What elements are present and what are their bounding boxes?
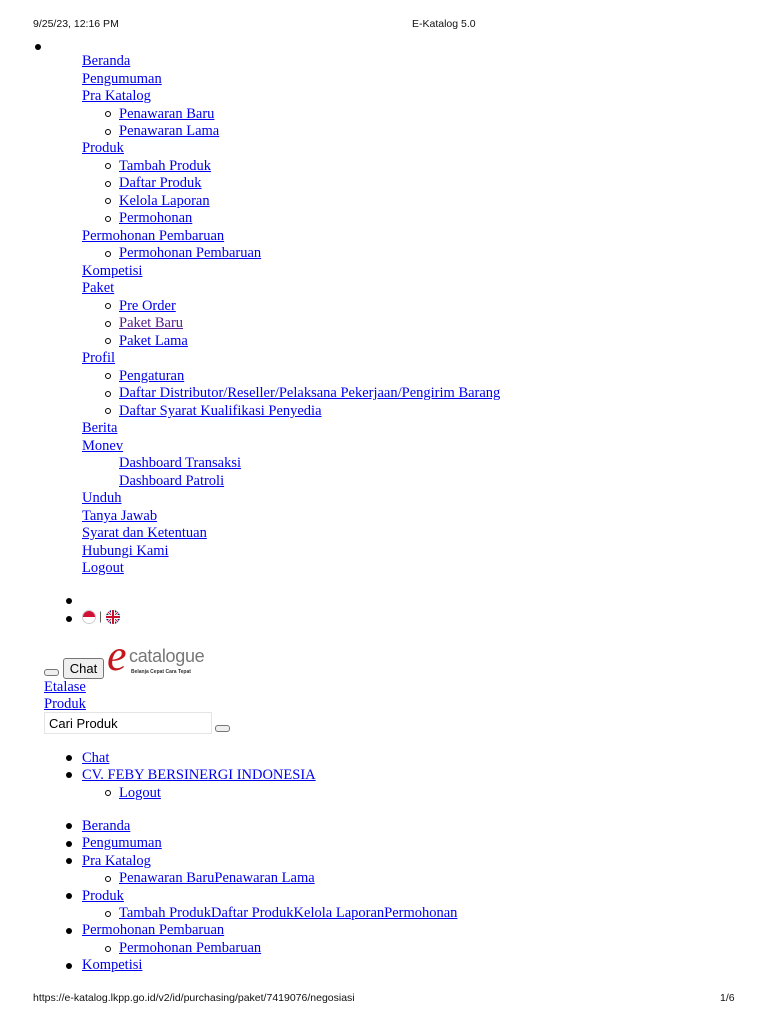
logo-wordmark: catalogue — [129, 646, 205, 666]
menu2-pra-katalog-link[interactable]: Pra Katalog — [82, 853, 151, 869]
menu-toggle-button[interactable] — [44, 669, 59, 676]
list-bullet — [66, 598, 72, 604]
menu-daftar-distributor-link[interactable]: Daftar Distributor/Reseller/Pelaksana Pekerjaan/Pengirim Barang — [119, 385, 501, 401]
indonesia-flag-icon[interactable] — [82, 610, 96, 624]
list-marker — [105, 216, 111, 222]
menu-permohonan-pembaruan-link[interactable]: Permohonan Pembaruan — [82, 228, 225, 244]
menu-daftar-syarat-link[interactable]: Daftar Syarat Kualifikasi Penyedia — [119, 403, 322, 419]
print-page-title: E-Katalog 5.0 — [412, 18, 476, 30]
menu2-produk-links[interactable]: Tambah ProdukDaftar ProdukKelola LaporanPermohonan — [119, 905, 458, 921]
print-url: https://e-katalog.lkpp.go.id/v2/id/purchasing/paket/7419076/negosiasi — [33, 992, 355, 1004]
list-marker — [105, 321, 111, 327]
menu2-permohonan-pembaruan-sub-link[interactable]: Permohonan Pembaruan — [119, 940, 262, 956]
menu-tanya-jawab-link[interactable]: Tanya Jawab — [82, 508, 158, 524]
list-bullet — [66, 616, 72, 622]
menu-bullet — [35, 44, 41, 50]
print-page-number: 1/6 — [720, 992, 735, 1004]
menu-produk-link[interactable]: Produk — [82, 140, 124, 156]
menu2-kompetisi-link[interactable]: Kompetisi — [82, 957, 143, 973]
list-bullet — [66, 772, 72, 778]
menu-permohonan-link[interactable]: Permohonan — [119, 210, 193, 226]
menu-tambah-produk-link[interactable]: Tambah Produk — [119, 158, 212, 174]
menu-permohonan-pembaruan-sub-link[interactable]: Permohonan Pembaruan — [119, 245, 262, 261]
list-bullet — [66, 963, 72, 969]
list-marker — [105, 391, 111, 397]
menu2-beranda-link[interactable]: Beranda — [82, 818, 131, 834]
list-bullet — [66, 893, 72, 899]
list-marker — [105, 129, 111, 135]
menu-pra-katalog-link[interactable]: Pra Katalog — [82, 88, 151, 104]
logo-e-letter: e — [107, 631, 127, 680]
language-separator: | — [99, 608, 102, 623]
list-bullet — [66, 928, 72, 934]
ecatalogue-logo[interactable] — [107, 631, 209, 680]
menu-profil-link[interactable]: Profil — [82, 350, 116, 366]
menu-paket-baru-link[interactable]: Paket Baru — [119, 315, 184, 331]
list-bullet — [66, 858, 72, 864]
menu-logout-link[interactable]: Logout — [82, 560, 124, 576]
menu2-pengumuman-link[interactable]: Pengumuman — [82, 835, 162, 851]
chat-button[interactable]: Chat — [63, 658, 104, 679]
list-bullet — [66, 755, 72, 761]
menu-pengaturan-link[interactable]: Pengaturan — [119, 368, 185, 384]
logo-slogan: Belanja Cepat Cara Tepat — [131, 669, 191, 675]
menu-berita-link[interactable]: Berita — [82, 420, 118, 436]
menu2-permohonan-pembaruan-link[interactable]: Permohonan Pembaruan — [82, 922, 225, 938]
menu-penawaran-baru-link[interactable]: Penawaran Baru — [119, 106, 215, 122]
list-marker — [105, 946, 111, 952]
nav-produk-link[interactable]: Produk — [44, 696, 86, 712]
menu-beranda-link[interactable]: Beranda — [82, 53, 131, 69]
menu-dashboard-transaksi-link[interactable]: Dashboard Transaksi — [119, 455, 242, 471]
menu-paket-link[interactable]: Paket — [82, 280, 115, 296]
menu-unduh-link[interactable]: Unduh — [82, 490, 122, 506]
list-marker — [105, 408, 111, 414]
list-bullet — [66, 841, 72, 847]
list-marker — [105, 876, 111, 882]
uk-flag-icon[interactable] — [106, 610, 120, 624]
menu2-produk-link[interactable]: Produk — [82, 888, 124, 904]
menu-pre-order-link[interactable]: Pre Order — [119, 298, 176, 314]
menu-syarat-link[interactable]: Syarat dan Ketentuan — [82, 525, 207, 541]
print-datetime: 9/25/23, 12:16 PM — [33, 18, 119, 30]
menu-dashboard-patroli-link[interactable]: Dashboard Patroli — [119, 473, 225, 489]
list-bullet — [66, 823, 72, 829]
list-marker — [105, 373, 111, 379]
menu-kelola-laporan-link[interactable]: Kelola Laporan — [119, 193, 210, 209]
list-marker — [105, 338, 111, 344]
list-marker — [105, 198, 111, 204]
menu-daftar-produk-link[interactable]: Daftar Produk — [119, 175, 202, 191]
menu-paket-lama-link[interactable]: Paket Lama — [119, 333, 188, 349]
list-marker — [105, 303, 111, 309]
user-company-link[interactable]: CV. FEBY BERSINERGI INDONESIA — [82, 767, 316, 783]
menu-monev-link[interactable]: Monev — [82, 438, 124, 454]
menu-hubungi-link[interactable]: Hubungi Kami — [82, 543, 169, 559]
list-marker — [105, 181, 111, 187]
list-marker — [105, 251, 111, 257]
menu-kompetisi-link[interactable]: Kompetisi — [82, 263, 143, 279]
list-marker — [105, 163, 111, 169]
list-marker — [105, 911, 111, 917]
menu-pengumuman-link[interactable]: Pengumuman — [82, 71, 162, 87]
user-logout-link[interactable]: Logout — [119, 785, 161, 801]
nav-etalase-link[interactable]: Etalase — [44, 679, 86, 695]
list-marker — [105, 790, 111, 796]
user-chat-link[interactable]: Chat — [82, 750, 110, 766]
menu2-penawaran-links[interactable]: Penawaran BaruPenawaran Lama — [119, 870, 315, 886]
search-button[interactable] — [215, 725, 230, 732]
search-input[interactable] — [44, 712, 212, 734]
menu-penawaran-lama-link[interactable]: Penawaran Lama — [119, 123, 220, 139]
list-marker — [105, 111, 111, 117]
